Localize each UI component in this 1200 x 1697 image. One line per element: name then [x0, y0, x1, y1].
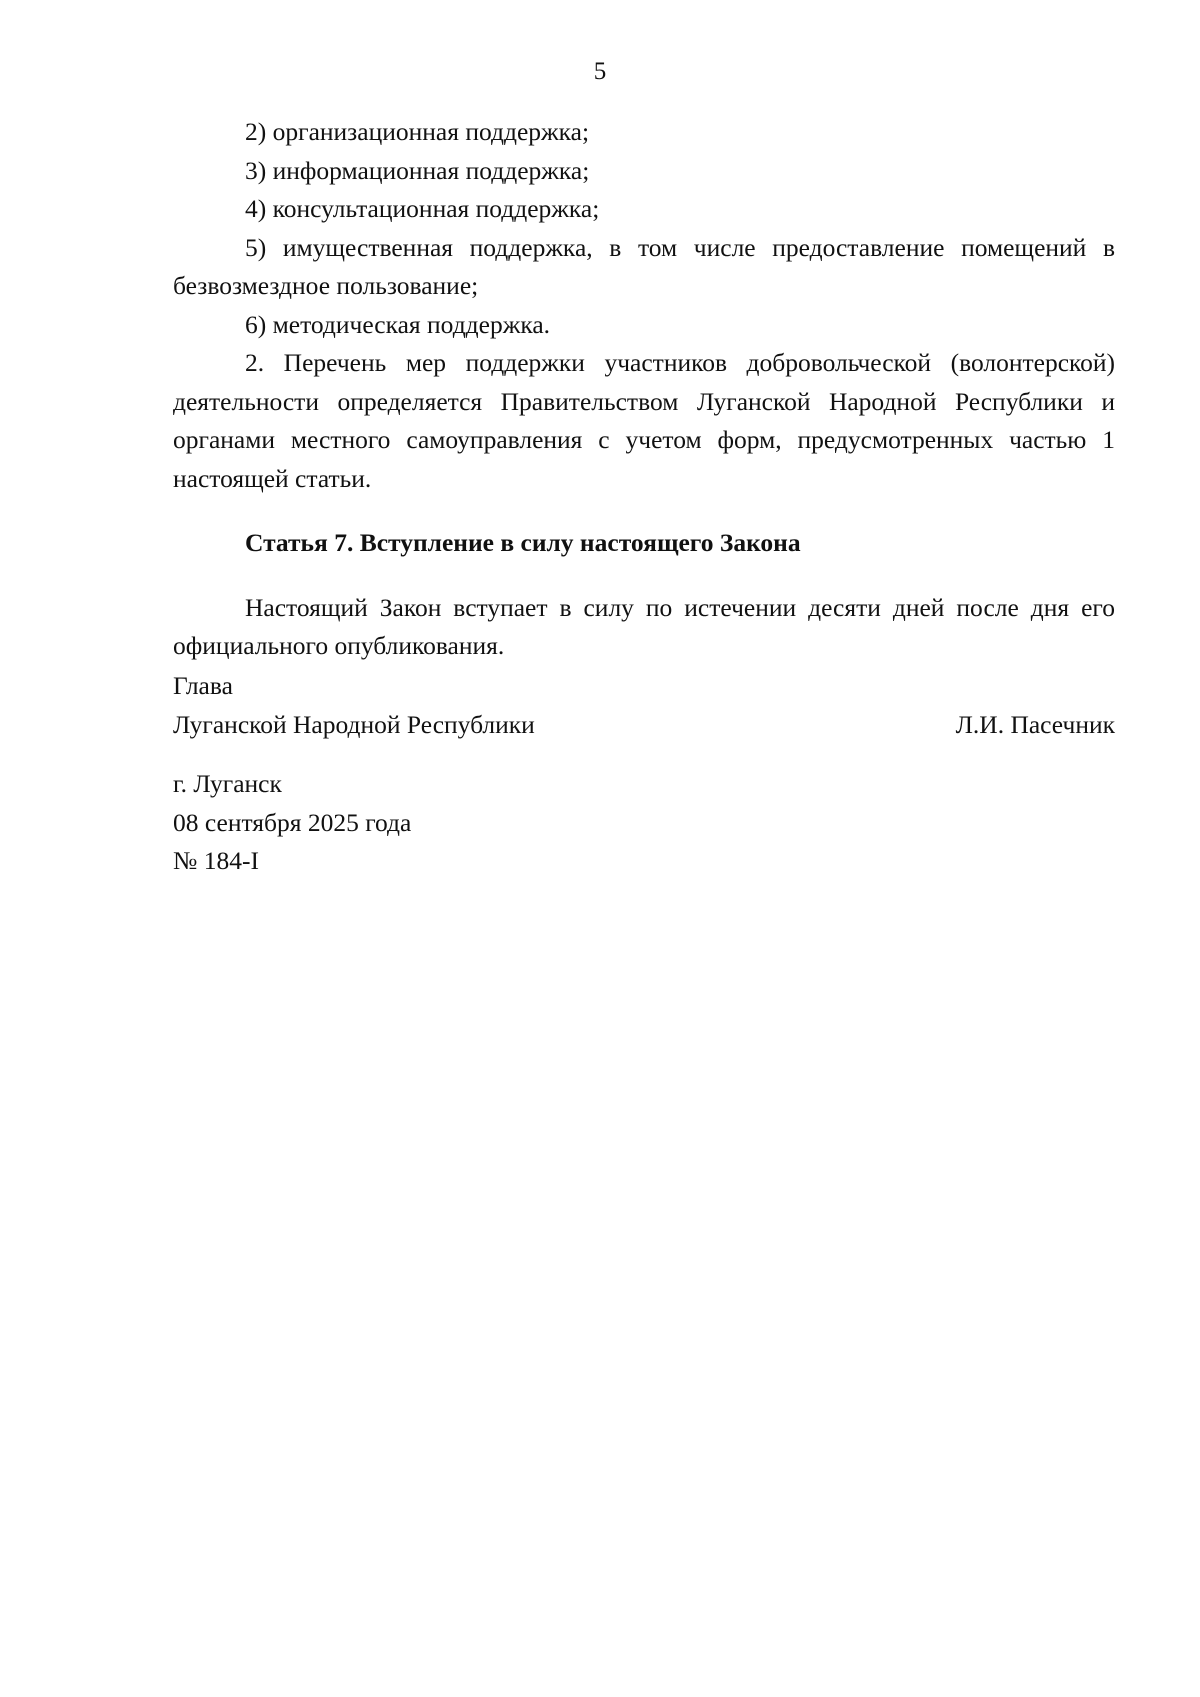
article-7-heading: Статья 7. Вступление в силу настоящего Закона — [245, 528, 801, 557]
list-item: 2) организационная поддержка; — [245, 117, 590, 146]
signatory-title: Глава — [173, 671, 233, 700]
article-7-text: Настоящий Закон вступает в силу по истечении десяти дней после дня его официального опубликования. — [173, 592, 1115, 660]
signatory-line — [173, 706, 1115, 745]
paragraph-measures-list: 2. Перечень мер поддержки участников добровольческой (волонтерской) деятельности определяется Правительством Луганской Народной Республики и органами местного самоуправления с учетом форм, предусмотренных частью 1 настоящей статьи. — [173, 348, 1115, 493]
signatory-position: Луганской Народной Республики — [173, 709, 535, 739]
meta-date: 08 сентября 2025 года — [173, 807, 412, 837]
meta-city: г. Луганск — [173, 769, 282, 798]
list-item: 6) методическая поддержка. — [245, 309, 551, 339]
meta-number: № 184-I — [173, 846, 259, 875]
document-body — [173, 113, 1115, 666]
list-item: 5) имущественная поддержка, в том числе предоставление помещений в безвозмездное пользование; — [173, 232, 1115, 300]
signatory-name: Л.И. Пасечник — [955, 709, 1115, 739]
list-item: 3) информационная поддержка; — [245, 155, 590, 185]
page-number: 5 — [593, 58, 607, 85]
signature-block — [173, 667, 1115, 744]
list-item: 4) консультационная поддержка; — [245, 194, 600, 223]
document-meta — [173, 765, 773, 881]
